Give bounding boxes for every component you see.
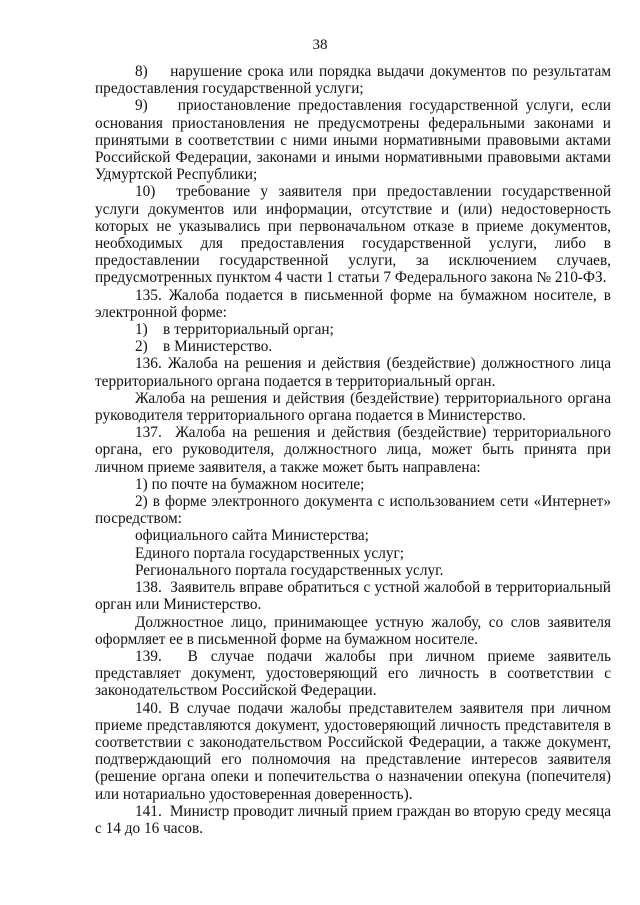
body-text bbox=[95, 63, 611, 837]
paragraph-item-10: 10) требование у заявителя при предоставлении государственной услуги документов или информации, отсутствие и (или) недостоверность которых не указывались при первоначальном отказе в приеме документов, необходимых для предоставления государственной услуги, либо в предоставлении государственной услуги, за исключением случаев, предусмотренных пунктом 4 части 1 статьи 7 Федерального закона № 210-ФЗ. bbox=[95, 183, 611, 287]
paragraph-139: 139. В случае подачи жалобы при личном приеме заявитель представляет документ, удостоверяющий его личность в соответствии с законодательством Российской Федерации. bbox=[95, 647, 611, 700]
paragraph-137-item-2: 2) в форме электронного документа с использованием сети «Интернет» посредством: bbox=[95, 493, 611, 528]
paragraph-141: 141. Министр проводит личный прием граждан во вторую среду месяца с 14 до 16 часов. bbox=[95, 802, 611, 837]
paragraph-137-subitem-regional-portal: Регионального портала государственных услуг. bbox=[135, 561, 444, 579]
paragraph-138-cont: Должностное лицо, принимающее устную жалобу, со слов заявителя оформляет ее в письменной форме на бумажном носителе. bbox=[95, 613, 611, 648]
paragraph-140: 140. В случае подачи жалобы представителем заявителя при личном приеме представляются документ, удостоверяющий личность представителя в соответствии с законодательством Российской Федерации, а также документ, подтверждающий его полномочия на представление интересов заявителя (решение органа опеки и попечительства о назначении опекуна (попечителя) или нотариально удостоверенная доверенность). bbox=[95, 699, 611, 803]
paragraph-137: 137. Жалоба на решения и действия (бездействие) территориального органа, его руководителя, должностного лица, может быть принята при личном приеме заявителя, а также может быть направлена: bbox=[95, 424, 611, 476]
paragraph-137-subitem-ministry-site: официального сайта Министерства; bbox=[135, 527, 369, 545]
paragraph-138: 138. Заявитель вправе обратиться с устной жалобой в территориальный орган или Министерство. bbox=[95, 579, 611, 614]
page-number: 38 bbox=[312, 37, 328, 53]
paragraph-135: 135. Жалоба подается в письменной форме на бумажном носителе, в электронной форме: bbox=[95, 286, 611, 321]
paragraph-item-9: 9) приостановление предоставления государственной услуги, если основания приостановления не предусмотрены федеральными законами и принятыми в соответствии с ними иными нормативными правовыми актами Российской Федерации, законами и иными нормативными правовыми актами Удмуртской Республики; bbox=[95, 97, 611, 184]
paragraph-136: 136. Жалоба на решения и действия (бездействие) должностного лица территориального органа подается в территориальный орган. bbox=[95, 355, 611, 390]
paragraph-135-item-1: 1) в территориальный орган; bbox=[135, 321, 334, 339]
paragraph-item-8: 8) нарушение срока или порядка выдачи документов по результатам предоставления государственной услуги; bbox=[95, 63, 611, 98]
paragraph-137-item-1: 1) по почте на бумажном носителе; bbox=[135, 475, 365, 493]
paragraph-136-cont: Жалоба на решения и действия (бездействие) территориального органа руководителя территориального органа подается в Министерство. bbox=[95, 389, 611, 425]
paragraph-135-item-2: 2) в Министерство. bbox=[135, 338, 273, 356]
paragraph-137-subitem-unified-portal: Единого портала государственных услуг; bbox=[135, 544, 405, 562]
